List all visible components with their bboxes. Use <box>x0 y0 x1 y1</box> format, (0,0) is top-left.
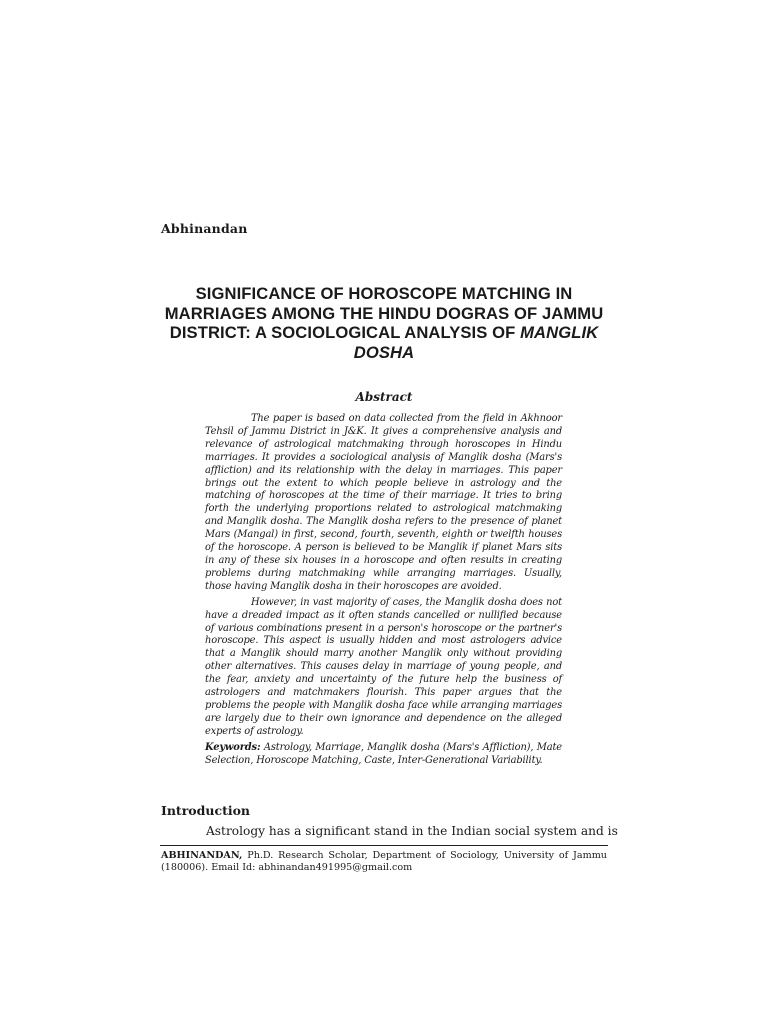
keywords-label: Keywords: <box>205 741 261 753</box>
abstract-body <box>205 413 562 767</box>
keywords <box>205 742 562 768</box>
introduction-heading: Introduction <box>161 803 251 818</box>
keywords-text: Astrology, Marriage, Manglik dosha (Mars's Affliction), Mate Selection, Horoscope Matching, Caste, Inter-Generational Variability. <box>205 741 562 766</box>
paper-title <box>150 284 618 362</box>
author-name: Abhinandan <box>161 221 248 236</box>
footnote-text: Ph.D. Research Scholar, Department of Sociology, University of Jammu (180006). Email Id: abhinandan491995@gmail.com <box>161 850 607 874</box>
abstract-heading: Abstract <box>355 390 413 404</box>
abstract-paragraph-1: The paper is based on data collected from the field in Akhnoor Tehsil of Jammu District in J&K. It gives a comprehensive analysis and relevance of astrological matchmaking through horoscopes in Hindu marriages. It provides a sociological analysis of Manglik dosha (Mars's affliction) and its relationship with the delay in marriages. This paper brings out the extent to which people believe in astrology and the matching of horoscopes at the time of their marriage. It tries to bring forth the underlying proportions related to astrological matchmaking and Manglik dosha. The Manglik dosha refers to the presence of planet Mars (Mangal) in first, second, fourth, seventh, eighth or twelfth houses of the horoscope. A person is believed to be Manglik if planet Mars sits in any of these six houses in a horoscope and often results in creating problems during matchmaking while arranging marriages. Usually, those having Manglik dosha in their horoscopes are avoided. <box>205 413 562 592</box>
abstract-paragraph-2: However, in vast majority of cases, the Manglik dosha does not have a dreaded impact as it often stands cancelled or nullified because of various combinations present in a person's horoscope or the partner's horoscope. This aspect is usually hidden and most astrologers advice that a Manglik should marry another Manglik only without providing other alternatives. This causes delay in marriage of young people, and the fear, anxiety and uncertainty of the future help the business of astrologers and matchmakers flourish. This paper argues that the problems the people with Manglik dosha face while arranging marriages are largely due to their own ignorance and dependence on the alleged experts of astrology. <box>205 596 562 737</box>
title-italic: MANGLIK DOSHA <box>353 323 599 362</box>
footnote-divider <box>160 845 608 846</box>
title-main: SIGNIFICANCE OF HOROSCOPE MATCHING IN MARRIAGES AMONG THE HINDU DOGRAS OF JAMMU DISTRICT: A SOCIOLOGICAL ANALYSIS OF <box>164 284 604 343</box>
introduction-first-line: Astrology has a significant stand in the Indian social system and is <box>206 824 618 838</box>
author-footnote <box>161 850 607 875</box>
footnote-author-name: ABHINANDAN, <box>161 850 243 861</box>
